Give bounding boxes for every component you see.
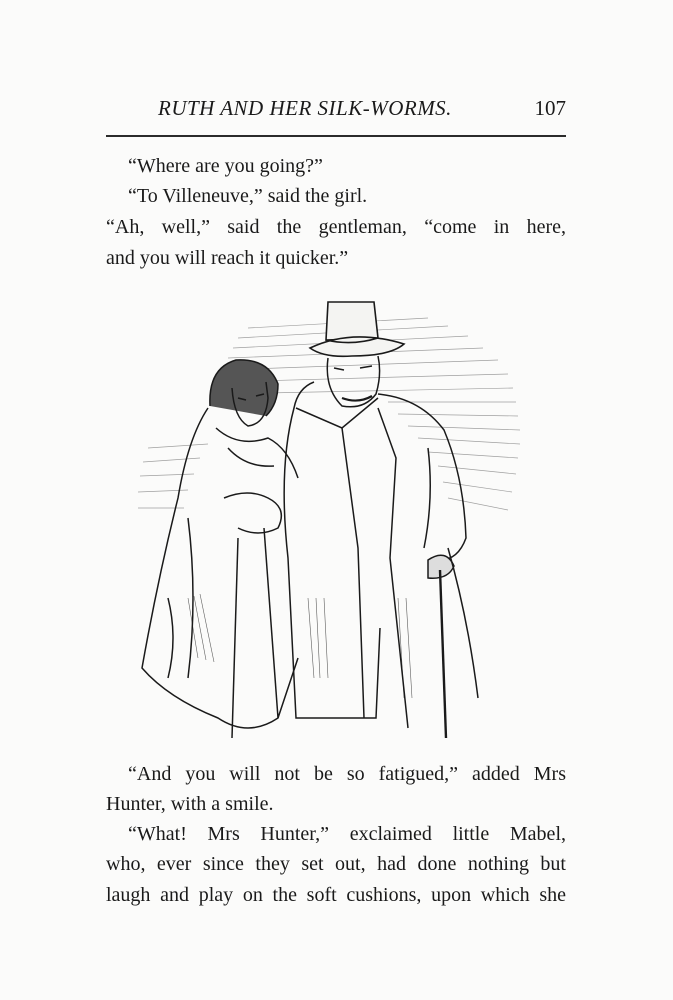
illustration-engraving (128, 298, 538, 748)
text-line: “To Villeneuve,” said the girl. (128, 185, 368, 207)
text-line: who, ever since they set out, had done nothing but (106, 853, 566, 875)
running-header (106, 92, 566, 126)
text-line: “Ah, well,” said the gentleman, “come in here, (106, 216, 566, 238)
text-line: laugh and play on the soft cushions, upon which she (106, 884, 566, 906)
header-rule (106, 135, 566, 137)
text-line: and you will reach it quicker.” (106, 247, 349, 269)
engraving-icon (128, 298, 538, 748)
text-line: “What! Mrs Hunter,” exclaimed little Mabel, (128, 823, 566, 845)
text-line: Hunter, with a smile. (106, 793, 274, 815)
running-title: RUTH AND HER SILK-WORMS. (158, 96, 452, 120)
text-line: “And you will not be so fatigued,” added Mrs (128, 763, 566, 785)
page-number: 107 (534, 96, 566, 120)
text-line: “Where are you going?” (128, 155, 323, 177)
